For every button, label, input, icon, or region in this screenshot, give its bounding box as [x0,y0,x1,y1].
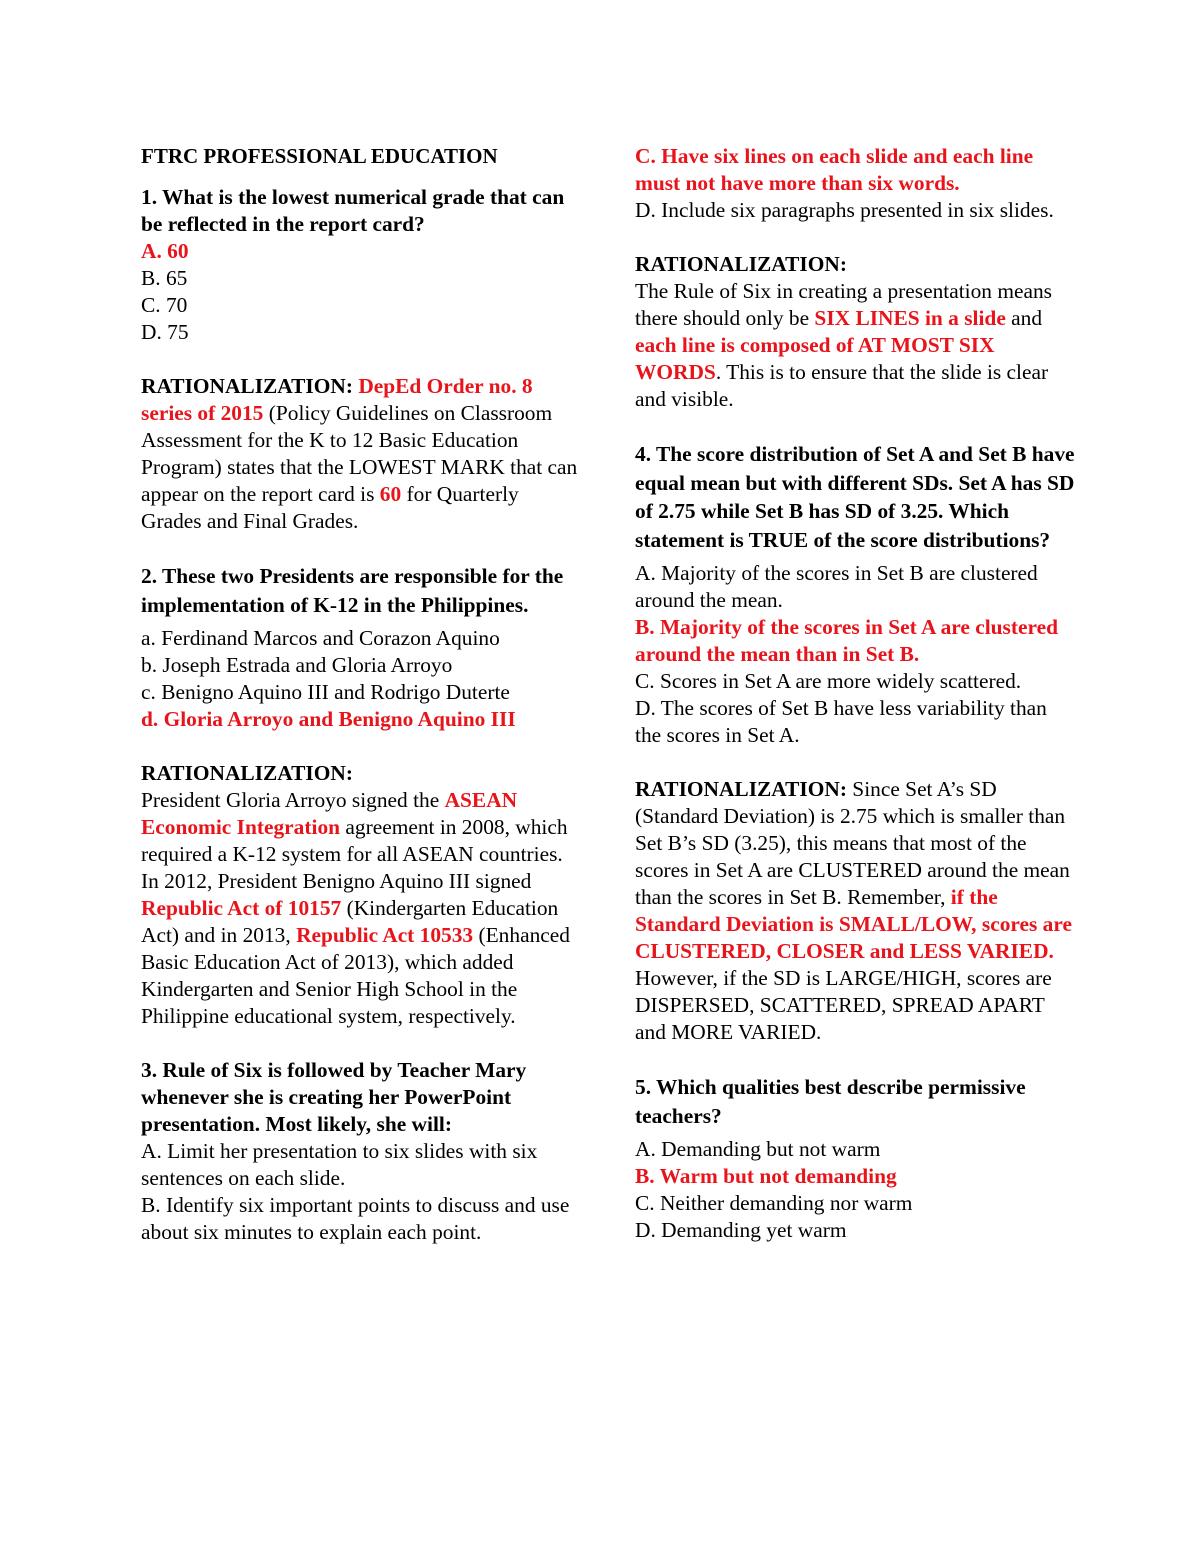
q4-option-c: C. Scores in Set A are more widely scattered. [635,669,1022,693]
q2-option-b: b. Joseph Estrada and Gloria Arroyo [141,653,453,677]
q3-option-a: A. Limit her presentation to six slides with six sentences on each slide. [141,1139,538,1190]
q2-rationale-text-2: agreement in 2008, which required a K-12 system for all ASEAN countries. In 2012, President Benigno Aquino III signed [141,815,568,893]
q4-option-b: B. Majority of the scores in Set A are clustered around the mean than in Set B. [635,615,1058,666]
q2-rationale-highlight-2: Republic Act of 10157 [141,896,342,920]
q5-option-c: C. Neither demanding nor warm [635,1191,913,1215]
q4-rationale-heading: RATIONALIZATION: [635,777,847,801]
q1-rationale-text-1: (Policy Guidelines on Classroom Assessment for the K to 12 Basic Education Program) states that the LOWEST MARK that can appear on the report card is [141,401,578,506]
question-2: 2. These two Presidents are responsible for the implementation of K-12 in the Philippines. [141,564,564,617]
q1-rationale-text-2: for Quarterly Grades and Final Grades. [141,482,519,533]
q1-option-b: B. 65 [141,266,188,290]
q2-rationale [141,787,581,1030]
q3-option-c: C. Have six lines on each slide and each line must not have more than six words. [635,144,1034,195]
q5-option-d: D. Demanding yet warm [635,1218,847,1242]
q1-rationale [141,373,581,535]
q3-rationale-heading: RATIONALIZATION: [635,252,847,276]
q4-rationale-highlight-1: if the Standard Deviation is SMALL/LOW, scores are CLUSTERED, CLOSER and LESS VARIED. [635,885,1072,963]
q2-option-a: a. Ferdinand Marcos and Corazon Aquino [141,626,500,650]
q1-option-d: D. 75 [141,320,189,344]
q4-rationale-text-1: Since Set A’s SD (Standard Deviation) is 2.75 which is smaller than Set B’s SD (3.25), this means that most of the scores in Set A are CLUSTERED around the mean than the scores in Set B. Remember, [635,777,1070,909]
q2-option-c: c. Benigno Aquino III and Rodrigo Duterte [141,680,510,704]
q5-option-a: A. Demanding but not warm [635,1137,881,1161]
q3-option-b: B. Identify six important points to discuss and use about six minutes to explain each point. [141,1193,570,1244]
q3-option-d: D. Include six paragraphs presented in six slides. [635,198,1054,222]
q1-rationale-highlight-2: 60 [379,482,402,506]
q4-option-a: A. Majority of the scores in Set B are clustered around the mean. [635,561,1038,612]
q2-rationale-text-4: (Enhanced Basic Education Act of 2013), which added Kindergarten and Senior High School in the Philippine educational system, respectively. [141,923,570,1028]
q2-rationale-text-3: (Kindergarten Education Act) and in 2013, [141,896,559,947]
question-1: 1. What is the lowest numerical grade that can be reflected in the report card? [141,185,565,236]
q3-rationale [635,278,1075,413]
question-5: 5. Which qualities best describe permissive teachers? [635,1075,1026,1128]
q2-rationale-highlight-1: ASEAN Economic Integration [141,788,518,839]
q4-rationale-text-2: However, if the SD is LARGE/HIGH, scores are DISPERSED, SCATTERED, SPREAD APART and MORE VARIED. [635,966,1052,1044]
q3-rationale-text-2: and [1005,306,1043,330]
q2-rationale-text-1: President Gloria Arroyo signed the [141,788,445,812]
q3-rationale-text-3: . This is to ensure that the slide is clear and visible. [635,360,1049,411]
q2-option-d: d. Gloria Arroyo and Benigno Aquino III [141,707,516,731]
left-column [141,140,581,1246]
q5-option-b: B. Warm but not demanding [635,1164,897,1188]
right-column [635,140,1075,1244]
q1-rationale-heading: RATIONALIZATION: [141,374,353,398]
q1-option-c: C. 70 [141,293,188,317]
q4-rationale [635,776,1075,1046]
q2-rationale-heading: RATIONALIZATION: [141,761,353,785]
q1-rationale-highlight-1: DepEd Order no. 8 series of 2015 [141,374,533,425]
q3-rationale-highlight-1: SIX LINES in a slide [814,306,1006,330]
q4-option-d: D. The scores of Set B have less variability than the scores in Set A. [635,696,1047,747]
document-title: FTRC PROFESSIONAL EDUCATION [141,144,498,168]
question-4: 4. The score distribution of Set A and Set B have equal mean but with different SDs. Set A has SD of 2.75 while Set B has SD of 3.25. Which statement is TRUE of the score distributions? [635,442,1075,552]
q3-rationale-highlight-2: each line is composed of AT MOST SIX WORDS [635,333,995,384]
question-3: 3. Rule of Six is followed by Teacher Mary whenever she is creating her PowerPoint presentation. Most likely, she will: [141,1058,527,1136]
q1-option-a: A. 60 [141,239,189,263]
q3-rationale-text-1: The Rule of Six in creating a presentation means there should only be [635,279,1052,330]
q2-rationale-highlight-3: Republic Act 10533 [296,923,474,947]
